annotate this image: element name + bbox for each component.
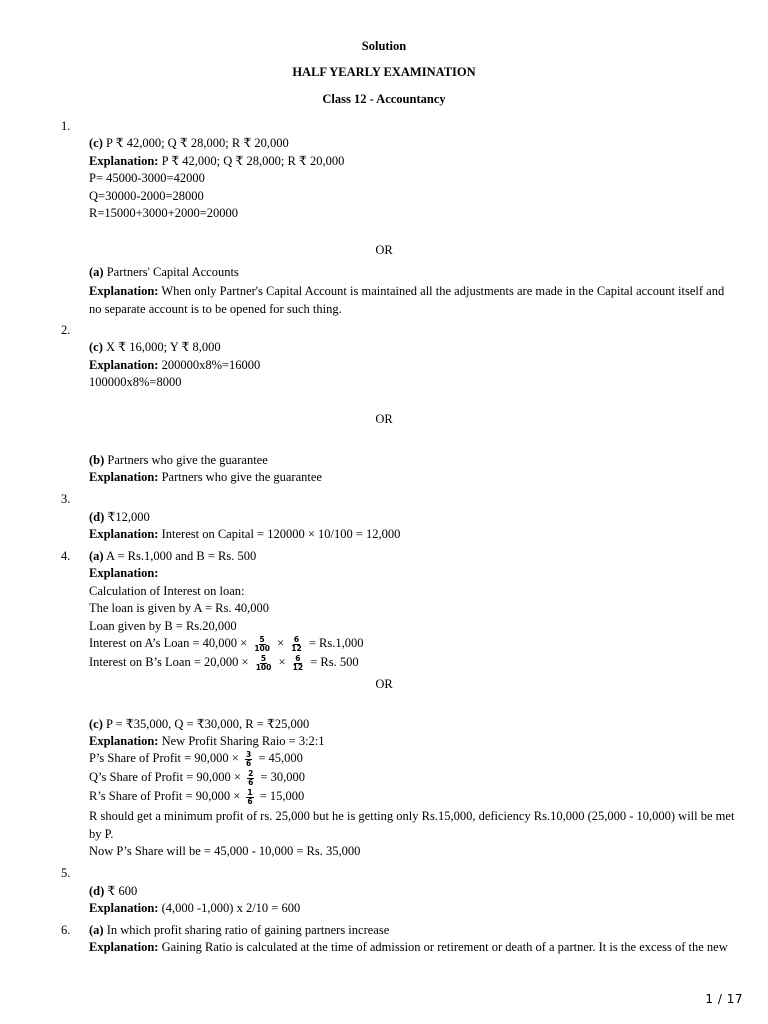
- q4-answer: (a) A = Rs.1,000 and B = Rs. 500: [89, 549, 257, 563]
- or-divider: OR: [375, 677, 393, 691]
- question-number-6: 6.: [61, 923, 71, 937]
- fraction: $\frac{6}{12}$: [292, 653, 304, 672]
- exam-title: HALF YEARLY EXAMINATION: [292, 65, 476, 79]
- q2-or-explanation: Explanation: Partners who give the guarantee: [89, 470, 322, 484]
- q4-interest-b: Interest on B’s Loan = 20,000 × $\frac{5}{100}$ × $\frac{6}{12}$ = Rs. 500: [89, 653, 359, 672]
- fraction: $\frac{6}{12}$: [291, 634, 302, 653]
- fraction: $\frac{3}{6}$: [246, 749, 252, 768]
- q3-answer: (d) ₹12,000: [89, 510, 150, 524]
- question-number-2: 2.: [61, 323, 71, 337]
- question-number-5: 5.: [61, 866, 71, 880]
- q4-or-answer: (c) P = ₹35,000, Q = ₹30,000, R = ₹25,000: [89, 717, 310, 731]
- q6-explanation: Explanation: Gaining Ratio is calculated at the time of admission or retirement or death of a partner. It is the excess of the new: [89, 940, 728, 954]
- q2-answer: (c) X ₹ 16,000; Y ₹ 8,000: [89, 340, 221, 354]
- q6-answer: (a) In which profit sharing ratio of gaining partners increase: [89, 923, 390, 937]
- fraction: $\frac{2}{6}$: [248, 768, 254, 787]
- q4-deficiency: R should get a minimum profit of rs. 25,000 but he is getting only Rs.15,000, deficiency Rs.10,000 (25,000 - 10,000) will be met by P.: [89, 809, 735, 841]
- q4-now-p: Now P’s Share will be = 45,000 - 10,000 = Rs. 35,000: [89, 844, 361, 858]
- question-number-4: 4.: [61, 549, 71, 563]
- class-subtitle: Class 12 - Accountancy: [322, 92, 446, 106]
- q2-explanation: Explanation: 200000x8%=16000: [89, 358, 261, 372]
- or-divider: OR: [375, 412, 393, 426]
- fraction: $\frac{1}{6}$: [247, 787, 253, 806]
- q4-explanation-label: Explanation:: [89, 566, 159, 580]
- q2-line: 100000x8%=8000: [89, 375, 182, 389]
- q4-p-share: P’s Share of Profit = 90,000 × $\frac{3}{6}$ = 45,000: [89, 749, 303, 768]
- q4-loan-b: Loan given by B = Rs.20,000: [89, 619, 237, 633]
- q4-r-share: R’s Share of Profit = 90,000 × $\frac{1}{6}$ = 15,000: [89, 787, 305, 806]
- q5-explanation: Explanation: (4,000 -1,000) x 2/10 = 600: [89, 901, 301, 915]
- question-number-1: 1.: [61, 119, 71, 133]
- q1-line: R=15000+3000+2000=20000: [89, 206, 239, 220]
- fraction: $\frac{5}{100}$: [254, 634, 270, 653]
- q2-or-answer: (b) Partners who give the guarantee: [89, 453, 268, 467]
- q1-or-answer: (a) Partners' Capital Accounts: [89, 265, 239, 279]
- q4-interest-a: Interest on A’s Loan = 40,000 × $\frac{5}{100}$ × $\frac{6}{12}$ = Rs.1,000: [89, 634, 364, 653]
- q4-q-share: Q’s Share of Profit = 90,000 × $\frac{2}{6}$ = 30,000: [89, 768, 305, 787]
- q3-explanation: Explanation: Interest on Capital = 120000 × 10/100 = 12,000: [89, 527, 401, 541]
- q4-loan-a: The loan is given by A = Rs. 40,000: [89, 601, 269, 615]
- q5-answer: (d) ₹ 600: [89, 884, 138, 898]
- q4-calc-title: Calculation of Interest on loan:: [89, 584, 245, 598]
- page-indicator: 1 / 17: [705, 992, 743, 1006]
- q1-line: Q=30000-2000=28000: [89, 189, 204, 203]
- or-divider: OR: [375, 243, 393, 257]
- q1-answer: (c) P ₹ 42,000; Q ₹ 28,000; R ₹ 20,000: [89, 136, 289, 150]
- q1-line: P= 45000-3000=42000: [89, 171, 205, 185]
- question-number-3: 3.: [61, 492, 71, 506]
- q1-explanation: Explanation: P ₹ 42,000; Q ₹ 28,000; R ₹ 20,000: [89, 154, 345, 168]
- solution-heading: Solution: [361, 39, 407, 53]
- fraction: $\frac{5}{100}$: [255, 653, 272, 672]
- q1-or-explanation: Explanation: When only Partner's Capital Account is maintained all the adjustments are made in the Capital account itself and no separate account is to be opened for such thing.: [89, 284, 725, 316]
- q4-or-explanation: Explanation: New Profit Sharing Raio = 3:2:1: [89, 734, 325, 748]
